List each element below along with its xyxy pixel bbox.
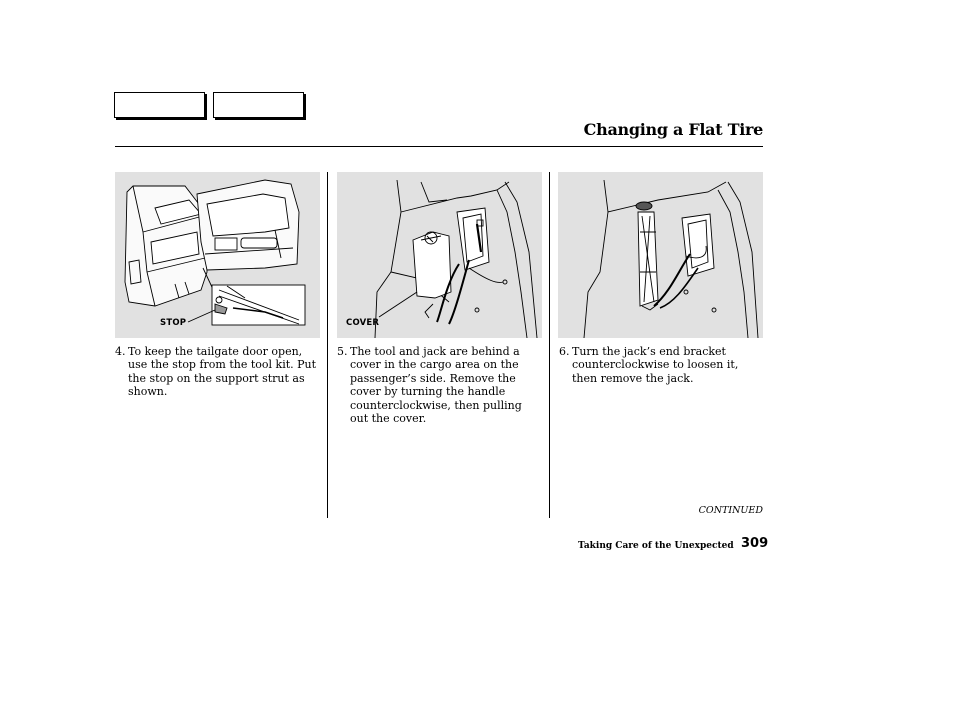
step-text: To keep the tailgate door open, use the stop from the tool kit. Put the stop on the support strut as shown. — [128, 345, 317, 399]
callout-stop: STOP — [160, 318, 187, 328]
tailgate-stop-illustration — [115, 172, 320, 338]
jack-removal-illustration — [558, 172, 763, 338]
page-number: 309 — [741, 536, 769, 551]
continued-label: CONTINUED — [698, 505, 763, 516]
step-4 — [115, 345, 320, 399]
column-divider — [327, 172, 328, 518]
cargo-cover-illustration — [337, 172, 542, 338]
column-divider — [549, 172, 550, 518]
step-5 — [337, 345, 542, 425]
step-6 — [559, 345, 764, 385]
step-number: 6. — [559, 345, 570, 358]
step-text: The tool and jack are behind a cover in the cargo area on the passenger’s side. Remove the cover by turning the handle counterclockwise, then pulling out the cover. — [350, 345, 522, 426]
section-name: Taking Care of the Unexpected — [578, 541, 734, 551]
step-text: Turn the jack’s end bracket counterclockwise to loosen it, then remove the jack. — [572, 345, 739, 385]
step-number: 5. — [337, 345, 348, 358]
step-number: 4. — [115, 345, 126, 358]
nav-tab-box-1[interactable] — [114, 92, 205, 118]
callout-cover: COVER — [346, 318, 380, 328]
nav-tab-box-2[interactable] — [213, 92, 304, 118]
title-rule — [115, 146, 763, 147]
page-title: Changing a Flat Tire — [583, 120, 763, 139]
